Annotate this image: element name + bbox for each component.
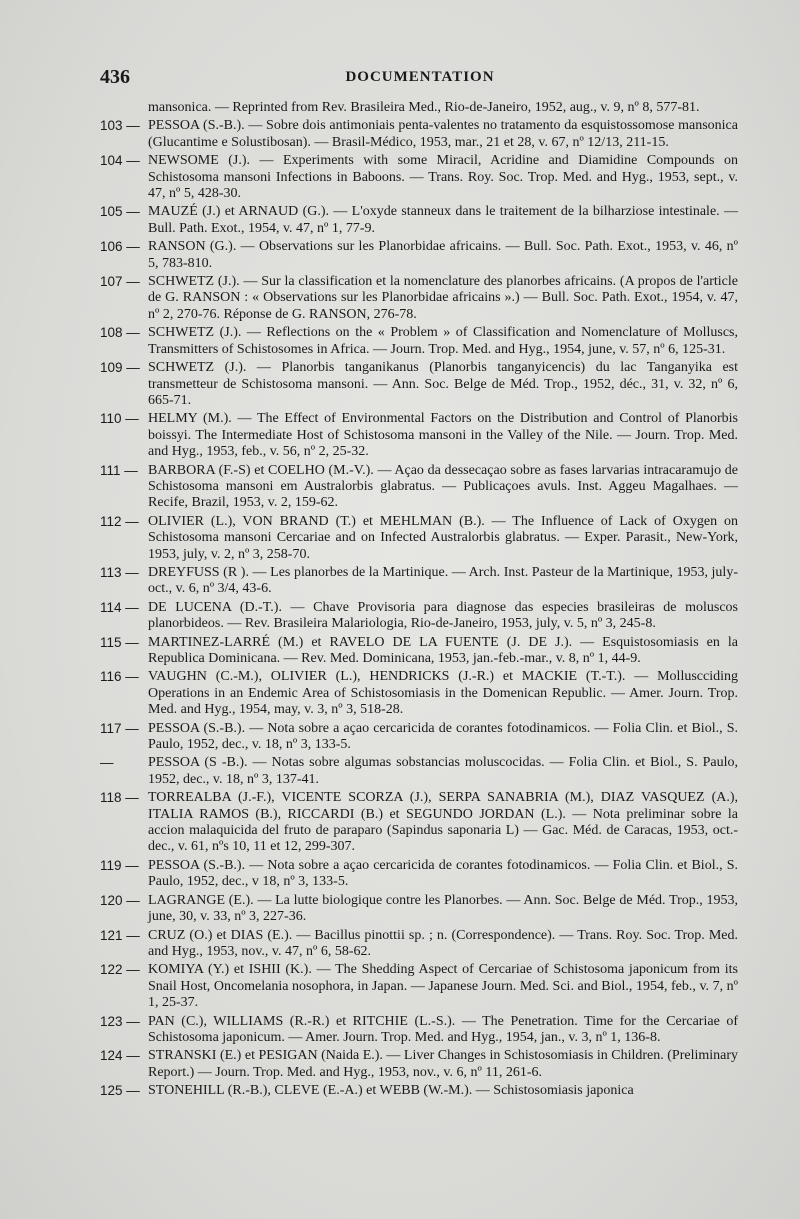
entry-text: HELMY (M.). — The Effect of Environmental Factors on the Distribution and Control of Planorbis boissyi. The Intermediate Host of Schistosoma mansoni in the Valley of the Nile. — Journ. Trop. Med. and Hyg., 1953, feb., v. 56, nº 2, 25-32. [148,411,738,460]
entry-text: PAN (C.), WILLIAMS (R.-R.) et RITCHIE (L.-S.). — The Penetration. Time for the Cercariae of Schistosoma japonicum. — Amer. Journ. Trop. Med. and Hyg., 1954, jan., v. 3, nº 1, 136-8. [148,1013,738,1045]
bibliography-entry [100,1083,738,1099]
entry-number: 108 — [100,325,140,341]
page-header [100,66,740,88]
entry-number: 123 — [100,1013,140,1029]
entry-text: TORREALBA (J.-F.), VICENTE SCORZA (J.), SERPA SANABRIA (M.), DIAZ VASQUEZ (A.), ITALIA RAMOS (B.), RICCARDI (B.) et SEGUNDO JORDAN (L.). — Nota preliminar sobre la accion malaquicida del fruto de paraparo (Sapindus saponaria L) — Gac. Méd. de Caracas, 1953, oct.-dec., v. 61, nºs 10, 11 et 12, 299-307. [148,790,738,855]
page-number: 436 [100,66,130,88]
entry-number: 116 — [100,669,139,685]
bibliography-list [100,100,738,1102]
bibliography-entry [100,755,738,788]
entry-number: 105 — [100,204,140,220]
bibliography-entry [100,721,738,754]
entry-text: DREYFUSS (R ). — Les planorbes de la Martinique. — Arch. Inst. Pasteur de la Martinique, 1953, july-oct., v. 6, nº 3/4, 43-6. [148,564,738,597]
entry-number: 104 — [100,153,140,169]
bibliography-entry [100,893,738,926]
entry-number: 110 — [100,411,139,427]
bibliography-entry [100,1014,738,1047]
entry-text: SCHWETZ (J.). — Planorbis tanganikanus (Planorbis tanganyicencis) du lac Tanganyika est transmetteur de Schistosoma mansoni. — Ann. Soc. Belge de Méd. Trop., 1952, déc., 31, v. 32, nº 6, 665-71. [148,360,738,408]
entry-number [100,100,148,116]
entry-text: VAUGHN (C.-M.), OLIVIER (L.), HENDRICKS (J.-R.) et MACKIE (T.-T.). — Molluscciding Operations in an Endemic Area of Schistosomiasis in the Domenican Republic. — Amer. Journ. Trop. Med. and Hyg., 1954, may, v. 3, nº 3, 518-28. [148,669,738,718]
entry-number: — [100,755,114,771]
bibliography-entry [100,928,738,961]
bibliography-entry [100,153,738,202]
entry-number: 120 — [100,892,140,908]
entry-number: 113 — [100,564,139,580]
entry-text: MARTINEZ-LARRÉ (M.) et RAVELO DE LA FUENTE (J. DE J.). — Esquistosomiasis en la Republica Dominicana. — Rev. Med. Dominicana, 1953, jan.-feb.-mar., v. 8, nº 1, 44-9. [148,634,738,666]
bibliography-entry [100,600,738,633]
entry-text: OLIVIER (L.), VON BRAND (T.) et MEHLMAN (B.). — The Influence of Lack of Oxygen on Schistosoma mansoni Cercariae and on Infected Australorbis glabratus. — Exper. Parasit., New-York, 1953, july, v. 2, nº 3, 258-70. [148,513,738,562]
entry-number: 114 — [100,599,139,615]
entry-text: BARBORA (F.-S) et COELHO (M.-V.). — Açao da dessecaçao sobre as fases larvarias intracaramujo de Schistosoma mansoni em Australorbis glabratus. — Publicaçoes avuls. Inst. Aggeu Magalhaes. — Recife, Brazil, 1953, v. 2, 159-62. [148,462,738,511]
bibliography-entry [100,274,738,323]
entry-text: PESSOA (S.-B.). — Nota sobre a açao cercaricida de corantes fotodinamicos. — Folia Clin. et Biol., S. Paulo, 1952, dec., v. 18, nº 3, 133-5. [148,720,738,753]
entry-number: 122 — [100,962,140,978]
bibliography-entry [100,360,738,409]
entry-number: 115 — [100,634,139,650]
entry-text: SCHWETZ (J.). — Sur la classification et la nomenclature des planorbes africains. (A propos de l'article de G. RANSON : « Observations sur les Planorbidae africains ».) — Bull. Soc. Path. Exot., 1954, v. 47, nº 2, 270-76. Réponse de G. RANSON, 276-78. [148,274,738,322]
bibliography-entry [100,325,738,358]
bibliography-entry [100,100,738,116]
bibliography-entry [100,204,738,237]
entry-text: MAUZÉ (J.) et ARNAUD (G.). — L'oxyde stanneux dans le traitement de la bilharziose intestinale. — Bull. Path. Exot., 1954, v. 47, nº 1, 77-9. [148,204,738,236]
entry-number: 112 — [100,513,139,529]
bibliography-entry [100,239,738,272]
bibliography-entry [100,411,738,460]
entry-text: PESSOA (S.-B.). — Sobre dois antimoniais penta-valentes no tratamento da esquistossomose mansonica (Glucantime e Solustibosan). — Brasil-Médico, 1953, mar., 21 et 28, v. 67, nº 12/13, 211-15. [148,118,738,150]
bibliography-entry [100,1048,738,1081]
bibliography-entry [100,565,738,598]
bibliography-entry [100,635,738,668]
entry-text: CRUZ (O.) et DIAS (E.). — Bacillus pinottii sp. ; n. (Correspondence). — Trans. Roy. Soc. Trop. Med. and Hyg., 1953, nov., v. 47, nº 6, 58-62. [148,927,738,959]
entry-number: 103 — [100,118,140,134]
entry-number: 117 — [100,720,139,736]
bibliography-entry [100,118,738,151]
entry-text: PESSOA (S.-B.). — Nota sobre a açao cercaricida de corantes fotodinamicos. — Folia Clin. et Biol., S. Paulo, 1952, dec., v 18, nº 3, 133-5. [148,857,738,890]
running-title: DOCUMENTATION [345,69,495,85]
entry-text: KOMIYA (Y.) et ISHII (K.). — The Shedding Aspect of Cercariae of Schistosoma japonicum from its Snail Host, Oncomelania nosophora, in Japan. — Japanese Journ. Med. Sci. and Biol., 1954, feb., v. 7, nº 1, 25-37. [148,962,738,1011]
bibliography-entry [100,962,738,1011]
entry-text: STRANSKI (E.) et PESIGAN (Naida E.). — Liver Changes in Schistosomiasis in Children. (Preliminary Report.) — Journ. Trop. Med. and Hyg., 1953, nov., v. 6, nº 11, 261-6. [148,1048,738,1080]
entry-text: mansonica. — Reprinted from Rev. Brasileira Med., Rio-de-Janeiro, 1952, aug., v. 9, nº 8, 577-81. [148,100,700,115]
entry-number: 125 — [100,1083,140,1099]
entry-text: PESSOA (S -B.). — Notas sobre algumas sobstancias moluscocidas. — Folia Clin. et Biol., S. Paulo, 1952, dec., v. 18, nº 3, 137-41. [148,755,738,787]
entry-text: DE LUCENA (D.-T.). — Chave Provisoria para diagnose das especies brasileiras de moluscos planorbideos. — Rev. Brasileira Malariologia, Rio-de-Janeiro, 1953, july, v. 5, nº 3, 245-8. [148,599,738,632]
entry-text: NEWSOME (J.). — Experiments with some Miracil, Acridine and Diamidine Compounds on Schistosoma mansoni Infections in Baboons. — Trans. Roy. Soc. Trop. Med. and Hyg., 1953, sept., v. 47, nº 5, 428-30. [148,153,738,202]
entry-number: 121 — [100,927,140,943]
bibliography-entry [100,463,738,512]
bibliography-entry [100,514,738,563]
entry-number: 124 — [100,1048,140,1064]
entry-number: 109 — [100,360,140,376]
entry-number: 119 — [100,857,139,873]
bibliography-entry [100,790,738,856]
bibliography-entry [100,669,738,718]
entry-number: 107 — [100,274,140,290]
entry-text: RANSON (G.). — Observations sur les Planorbidae africains. — Bull. Soc. Path. Exot., 1953, v. 46, nº 5, 783-810. [148,239,738,271]
entry-number: 118 — [100,790,139,806]
entry-number: 111 — [100,462,138,478]
entry-text: SCHWETZ (J.). — Reflections on the « Problem » of Classification and Nomenclature of Molluscs, Transmitters of Schistosomes in Africa. — Journ. Trop. Med. and Hyg., 1954, june, v. 57, nº 6, 125-31. [148,325,738,357]
entry-text: LAGRANGE (E.). — La lutte biologique contre les Planorbes. — Ann. Soc. Belge de Méd. Trop., 1953, june, 30, v. 33, nº 3, 227-36. [148,892,738,925]
entry-number: 106 — [100,239,140,255]
entry-text: STONEHILL (R.-B.), CLEVE (E.-A.) et WEBB (W.-M.). — Schistosomiasis japonica [148,1083,634,1099]
bibliography-entry [100,858,738,891]
